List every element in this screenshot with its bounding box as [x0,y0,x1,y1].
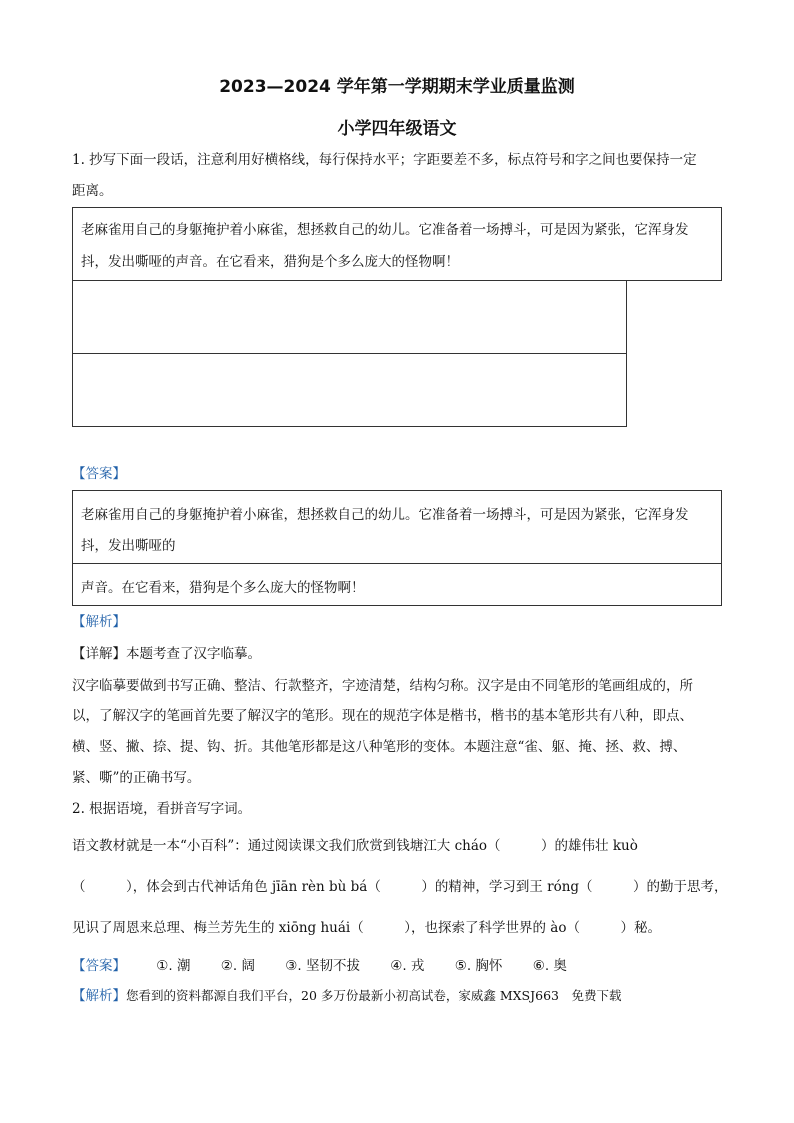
answer-divider [73,563,721,564]
answer-box [72,490,722,606]
q1-prompt-line2: 距离。 [72,183,113,199]
q1-detail: 【详解】本题考查了汉字临摹。 [72,646,261,662]
q1-explain-line4: 紧、嘶”的正确书写。 [72,770,201,786]
q2-analysis-row [72,986,622,1006]
answer-line3: 声音。在它看来，猎狗是个多么庞大的怪物啊！ [81,580,365,596]
passage-line2: 抖，发出嘶哑的声音。在它看来，猎狗是个多么庞大的怪物啊！ [81,254,459,270]
document-title: 2023—2024 学年第一学期期末学业质量监测 [219,77,575,97]
writing-grid-box[interactable] [72,280,627,427]
q2-prompt: 2. 根据语境，看拼音写字词。 [72,801,252,817]
footer-note: 您看到的资料都源自我们平台，20 多万份最新小初高试卷，家威鑫 MXSJ663 免费下载 [126,988,622,1003]
document-subtitle: 小学四年级语文 [337,119,457,139]
q2-answer-1: ①. 潮 [156,958,191,974]
q2-line2: （ ），体会到古代神话角色 jīān rèn bù bá（ ）的精神，学习到王 róng（ ）的勤于思考， [72,879,728,895]
q2-answer-row [72,956,593,976]
q2-answer-4: ④. 戎 [390,958,425,974]
q1-answer-tag: 【答案】 [72,466,126,482]
q1-explain-line2: 以，了解汉字的笔画首先要了解汉字的笔形。现在的规范字体是楷书，楷书的基本笔形共有八种，即点、 [72,708,693,724]
q2-line1: 语文教材就是一本“小百科”：通过阅读课文我们欣赏到钱塘江大 cháo（ ）的雄伟壮 kuò [72,838,638,854]
q1-analysis-tag: 【解析】 [72,614,126,630]
q2-analysis-tag: 【解析】 [72,988,126,1004]
writing-grid-line [73,353,626,354]
answer-line2: 抖，发出嘶哑的 [81,538,176,554]
q2-answer-tag: 【答案】 [72,958,126,974]
q2-line3: 见识了周恩来总理、梅兰芳先生的 xiōng huái（ ），也探索了科学世界的 ào（ ）秘。 [72,920,661,936]
answer-line1: 老麻雀用自己的身躯掩护着小麻雀，想拯救自己的幼儿。它准备着一场搏斗，可是因为紧张，它浑身发 [81,507,689,523]
q1-explain-line1: 汉字临摹要做到书写正确、整洁、行款整齐，字迹清楚，结构匀称。汉字是由不同笔形的笔画组成的，所 [72,678,693,694]
q2-answer-3: ③. 坚韧不拔 [285,958,360,974]
q1-explain-line3: 横、竖、撇、捺、提、钩、折。其他笔形都是这八种笔形的变体。本题注意“雀、躯、掩、拯、救、搏、 [72,739,687,755]
q1-prompt-line1: 1. 抄写下面一段话，注意利用好横格线，每行保持水平；字距要差不多，标点符号和字之间也要保持一定 [72,152,697,168]
q2-answer-6: ⑥. 奥 [532,958,567,974]
passage-box [72,207,722,281]
passage-line1: 老麻雀用自己的身躯掩护着小麻雀，想拯救自己的幼儿。它准备着一场搏斗，可是因为紧张，它浑身发 [81,222,689,238]
q2-answer-2: ②. 阔 [220,958,255,974]
q2-answer-5: ⑤. 胸怀 [454,958,503,974]
